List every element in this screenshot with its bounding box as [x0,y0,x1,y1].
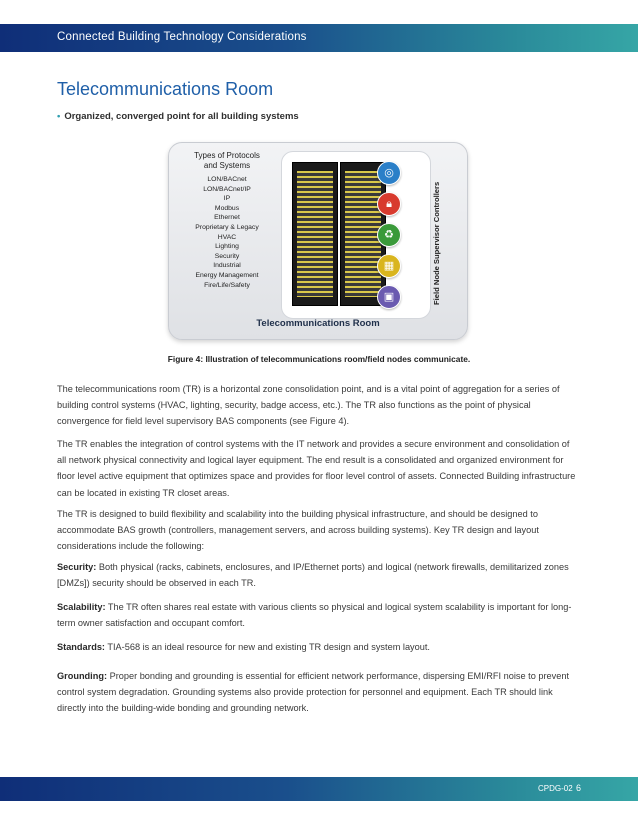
document-code: CPDG-02 [538,784,573,793]
server-rack-left [292,162,338,306]
header-band [0,24,638,52]
figure-4 [168,142,468,340]
paragraph-1: The telecommunications room (TR) is a horizontal zone consolidation point, and is a vital point of aggregation for a series of building control systems (HVAC, lighting, security, badge access, etc.). The TR also functions as the point of physical convergence for field level supervisory BAS components (see Figure 4). [57,384,560,427]
protocol-item: Ethernet [214,214,240,222]
bullet-dot: • [57,111,61,122]
scalability-label: Scalability: [57,602,106,612]
header-title: Connected Building Technology Considerations [57,31,307,43]
protocols-title-line2: and Systems [203,161,251,170]
field-node-label: Field Node Supervisor Controllers [432,181,441,305]
recycle-icon: ♻︎ [377,223,401,247]
protocol-item: Fire/Life/Safety [204,281,250,289]
page-number: 6 [576,783,582,793]
paragraph-2: The TR enables the integration of control systems with the IT network and provides a secure environment and consolidation of all network physical connectivity and logical layer equipment. The end result is a consolidated and organized environment for floor level active equipment that optimizes space and provides for floor level control of assets. Connected Building infrastructure can be located in existing TR closet areas. [57,439,576,498]
room-label: Telecommunications Room [256,318,380,329]
protocols-title [177,151,277,171]
network-icon: ◎ [377,161,401,185]
scalability-text: The TR often shares real estate with various clients so physical and logical system scalability is important for long-term owner satisfaction and occupant comfort. [57,602,572,629]
figure-caption: Figure 4: Illustration of telecommunications room/field nodes communicate. [167,354,471,364]
building-icon: ▣ [377,285,401,309]
protocol-item: Security [214,252,240,260]
grounding-text: Proper bonding and grounding is essential for efficient network performance, dispersing EMI/RFI noise to prevent control system degradation. Grounding systems also provide protection for personnel and equipment. Each TR should link directly into the building-wide bonding and grounding network. [57,671,570,714]
security-label: Security: [57,562,97,572]
standards-label: Standards: [57,642,105,652]
grounding-label: Grounding: [57,671,108,681]
protocol-item: Energy Management [195,271,259,279]
paragraph-3: The TR is designed to build flexibility and scalability into the building physical infrastructure, and should be designed to accommodate BAS growth (controllers, management servers, and across building systems). Key TR design and layout considerations include the following: [57,509,539,552]
vertical-label-wrap [432,167,446,303]
protocol-item: LON/BACnet/IP [203,185,251,193]
bullet-point [57,111,299,122]
protocol-item: Proprietary & Legacy [195,223,259,231]
protocol-item: Industrial [213,262,241,270]
protocol-item: Modbus [214,204,240,212]
protocol-item: Lighting [215,243,239,251]
standards-text: TIA-568 is an ideal resource for new and existing TR design and system layout. [105,642,430,652]
standards-paragraph [57,639,579,655]
lock-icon: 🔒︎ [377,192,401,216]
protocol-item: HVAC [217,233,237,241]
protocols-title-line1: Types of Protocols [194,151,260,160]
footer-band [0,777,638,801]
protocol-item: IP [223,195,231,203]
protocols-panel [177,151,277,303]
lighting-icon: ▦ [377,254,401,278]
grounding-paragraph [57,668,579,717]
protocol-item: LON/BACnet [207,176,247,183]
security-text: Both physical (racks, cabinets, enclosures, and IP/Ethernet ports) and logical (network firewalls, demilitarized zones [DMZs]) security should be observed in each TR. [57,562,569,589]
scalability-paragraph [57,599,579,631]
security-paragraph [57,559,579,591]
bullet-text: Organized, converged point for all building systems [64,111,299,122]
system-icons [377,161,401,311]
rack-panel [281,151,431,319]
section-title: Telecommunications Room [57,79,274,99]
